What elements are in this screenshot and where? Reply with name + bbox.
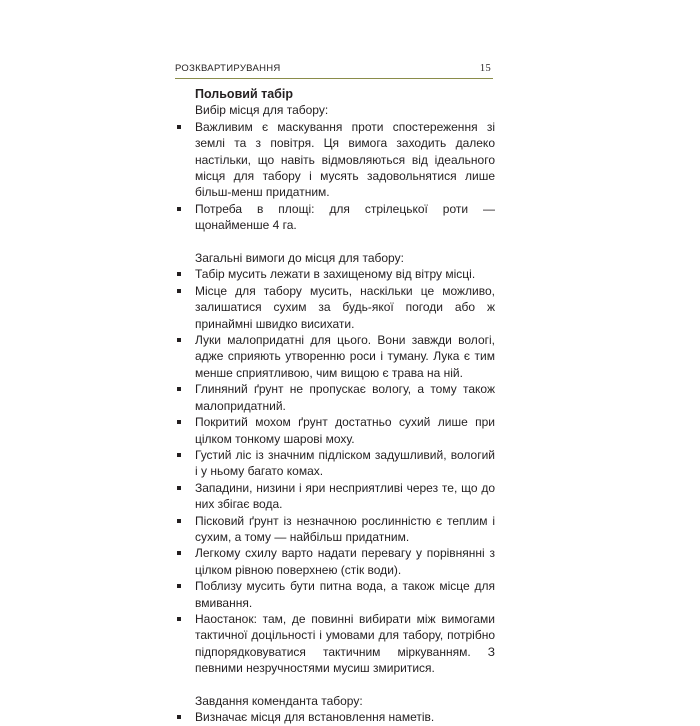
bullet-icon	[177, 486, 181, 490]
running-header	[175, 62, 493, 76]
bullet-icon	[177, 125, 181, 129]
list-item: Наостанок: там, де повинні вибирати між вимогами тактичної доцільності і умовами для табору, потрібно підпорядковуватися тактичним міркуванням. З певними незручностями мусиш змиритися.	[175, 611, 495, 677]
header-rule	[175, 78, 493, 79]
section-title: РОЗКВАРТИРУВАННЯ	[175, 63, 281, 74]
commandant-tasks-intro: Завдання коменданта табору:	[195, 694, 363, 708]
page-number: 15	[479, 63, 491, 74]
list-item: Луки малопридатні для цього. Вони завжди вологі, адже сприяють утворенню роси і туману. Лука є тим менше сприятливою, чим вищою є трава на ній.	[175, 332, 495, 381]
bullet-icon	[177, 387, 181, 391]
general-requirements-intro: Загальні вимоги до місця для табору:	[195, 251, 404, 266]
list-item: Легкому схилу варто надати перевагу у порівнянні з цілком рівною поверхнею (стік води).	[175, 545, 495, 578]
commandant-tasks-list	[175, 709, 495, 725]
paragraph-gap	[175, 234, 495, 250]
list-item: Поблизу мусить бути питна вода, а також місце для вмивання.	[175, 578, 495, 611]
bullet-icon	[177, 207, 181, 211]
page-body	[175, 86, 495, 726]
site-choice-list	[175, 119, 495, 234]
bullet-icon	[177, 551, 181, 555]
list-item: Глиняний ґрунт не пропускає вологу, а тому також малопридатний.	[175, 381, 495, 414]
list-item: Місце для табору мусить, наскільки це можливо, залишатися сухим за будь-якої погоди або ж принаймні швидко висихати.	[175, 283, 495, 332]
bullet-icon	[177, 420, 181, 424]
list-item: Густий ліс із значним підліском задушливий, вологий і у ньому багато комах.	[175, 447, 495, 480]
bullet-icon	[177, 617, 181, 621]
paragraph-gap	[175, 677, 495, 693]
bullet-icon	[177, 453, 181, 457]
list-item: Потреба в площі: для стрілецької роти — щонайменше 4 га.	[175, 201, 495, 234]
list-item: Визначає місця для встановлення наметів.	[175, 709, 495, 725]
list-item: Покритий мохом ґрунт достатньо сухий лише при цілком тонкому шарові моху.	[175, 414, 495, 447]
list-item: Важливим є маскування проти спостереження зі землі та з повітря. Ця вимога заходить далеко настільки, що навіть відмовляються від ідеального місця для табору і мусять задовольнятися лише більш-менш придатним.	[175, 119, 495, 201]
list-item: Табір мусить лежати в захищеному від вітру місці.	[175, 266, 495, 282]
list-item: Западини, низини і яри несприятливі через те, що до них збігає вода.	[175, 480, 495, 513]
bullet-icon	[177, 584, 181, 588]
bullet-icon	[177, 519, 181, 523]
bullet-icon	[177, 289, 181, 293]
list-item: Пісковий ґрунт із незначною рослинністю є теплим і сухим, а тому — найбільш придатним.	[175, 513, 495, 546]
site-choice-intro: Вибір місця для табору:	[195, 103, 329, 118]
bullet-icon	[177, 715, 181, 719]
bullet-icon	[177, 272, 181, 276]
general-requirements-list	[175, 266, 495, 676]
bullet-icon	[177, 338, 181, 342]
section-heading: Польовий табір	[195, 87, 293, 101]
